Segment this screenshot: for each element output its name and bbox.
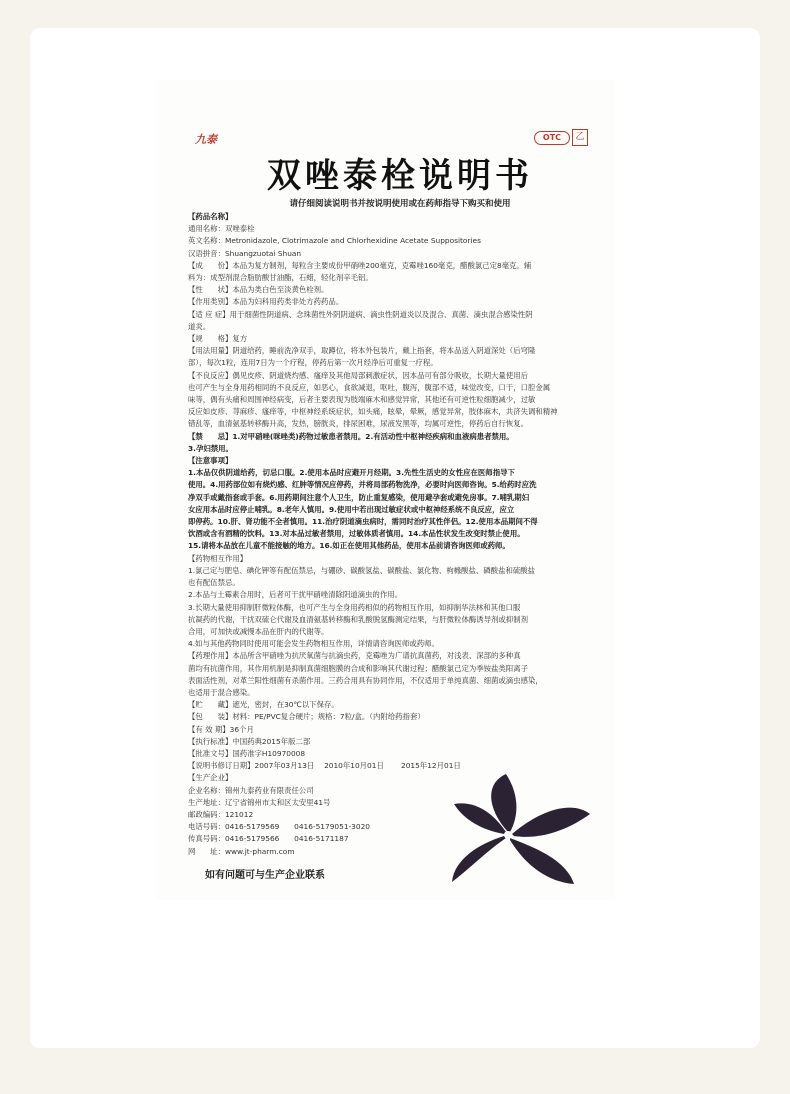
standard: 【执行标准】中国药典2015年版二部 <box>188 736 311 746</box>
otc-class-badge: 乙 <box>572 129 588 146</box>
interactions-line: 4.如与其他药物同时使用可能会发生药物相互作用，详情请咨询医师或药师。 <box>188 639 439 649</box>
interactions-line: 也有配伍禁忌。 <box>188 578 240 588</box>
indications-line: 【适 应 症】用于细菌性阴道病、念珠菌性外阴阴道病、滴虫性阴道炎以及混合、真菌、滴虫混合感染性阴 <box>188 309 533 319</box>
otc-badge: OTC <box>534 131 570 145</box>
manufacturer-phone: 电话号码：0416-5179569 0416-5179051-3020 <box>188 822 370 832</box>
pharmacology-line: 【药理作用】本品所含甲硝唑为抗厌氧菌与抗滴虫药，克霉唑为广谱抗真菌药，对浅表、深部的多种真 <box>188 651 521 661</box>
adverse-line: 错乱等，血清氨基转移酶升高，发热，膀胱炎，排尿困难，尿液发黑等，均属可逆性，停药后自行恢复。 <box>188 419 528 429</box>
interactions-line: 3.长期大量使用抑制肝微粒体酶，也可产生与全身用药相似的药物相互作用，如抑制华法林和其他口服 <box>188 602 521 612</box>
section-interactions: 【药物相互作用】 <box>188 553 248 563</box>
insert-subtitle: 请仔细阅读说明书并按说明使用或在药师指导下购买和使用 <box>289 199 511 209</box>
adverse-line: 【不良反应】偶见皮疹、阴道烧灼感、瘙痒及其他局部刺激症状，因本品可有部分吸收，长期大量使用后 <box>188 370 528 380</box>
revision-date-2: 2010年10月01日 <box>324 761 384 771</box>
contact-note: 如有问题可与生产企业联系 <box>205 870 325 881</box>
pinyin-name: 汉语拼音：Shuangzuotai Shuan <box>188 248 302 258</box>
manufacturer-website: 网 址：www.jt-pharm.com <box>188 846 295 856</box>
validity: 【有 效 期】36个月 <box>188 724 254 734</box>
specification: 【规 格】复方 <box>188 334 248 344</box>
pharmacology-line: 菌均有抗菌作用，其作用机制是抑制真菌细胞膜的合成和影响其代谢过程；醋酸氯己定为季铵盐类阳离子 <box>188 663 528 673</box>
precautions-line: 女应用本品时应停止哺乳。8.老年人慎用。9.使用中若出现过敏症状或中枢神经系统不良反应，应立 <box>188 504 515 514</box>
category: 【作用类别】本品为妇科用药类非处方药药品。 <box>188 297 344 307</box>
interactions-line: 合用，可加快或减慢本品在肝内的代谢等。 <box>188 626 329 636</box>
package: 【包 装】材料：PE/PVC复合硬片；规格：7粒/盒。（内附给药指套） <box>188 712 425 722</box>
adverse-line: 味等，偶有头痛和周围神经病变，后者主要表现为肢端麻木和感觉异常，其他还有可逆性粒细胞减少，过敏 <box>188 395 536 405</box>
pharmacology-line: 表面活性剂，对革兰阳性细菌有杀菌作用。三药合用具有协同作用，不仅适用于单纯真菌、细菌或滴虫感染， <box>188 675 543 685</box>
contraindications-line: 3.孕妇禁用。 <box>188 443 233 453</box>
section-drug-name: 【药品名称】 <box>188 212 233 221</box>
interactions-line: 抗凝药的代谢，干扰双硫仑代谢及血清氨基转移酶和乳酸脱氢酶测定结果，与肝微粒体酶诱导剂或抑制剂 <box>188 614 528 624</box>
indications-line: 道炎。 <box>188 321 211 331</box>
precautions-line: 15.请将本品放在儿童不能接触的地方。16.如正在使用其他药品，使用本品前请咨询医师或药师。 <box>188 541 510 551</box>
section-precautions: 【注意事项】 <box>188 456 233 466</box>
interactions-line: 1.氯己定与肥皂、碘化钾等有配伍禁忌，与硼砂、碳酸氢盐、碳酸盐、氯化物、枸橼酸盐、磷酸盐和硫酸盐 <box>188 565 536 575</box>
adverse-line: 反应如皮疹、荨麻疹、瘙痒等，中枢神经系统症状，如头痛，眩晕，晕厥，感觉异常，肢体麻木，共济失调和精神 <box>188 407 558 417</box>
manufacturer-address: 生产地址：辽宁省锦州市太和区太安里41号 <box>188 797 331 807</box>
english-name: 英文名称：Metronidazole, Clotrimazole and Chlorhexidine Acetate Suppositories <box>188 236 481 246</box>
usage-line: 【用法用量】阴道给药，睡前洗净双手，取蹲位，将本外包装片，戴上指套，将本品送入阴道深处（后穹隆 <box>188 346 536 356</box>
manufacturer-postcode: 邮政编码：121012 <box>188 809 254 819</box>
revision-date-3: 2015年12月01日 <box>401 761 461 771</box>
composition-line: 料为：成型剂混合脂肪酸甘油酯，石蜡，轻化剂辛毛铝。 <box>188 273 373 283</box>
properties: 【性 状】本品为类白色至淡黄色栓剂。 <box>188 285 329 295</box>
contraindications-line: 【禁 忌】1.对甲硝唑(咪唑类)药物过敏患者禁用。2.有活动性中枢神经疾病和血液病患者禁用。 <box>188 431 514 441</box>
composition-line: 【成 份】本品为复方制剂，每粒含主要成份甲硝唑200毫克，克霉唑160毫克，醋酸氯己定8毫克。辅 <box>188 260 532 270</box>
brand-logo: 九泰 <box>195 133 217 146</box>
precautions-line: 净双手或戴指套或手套。6.用药期间注意个人卫生，防止重复感染，使用避孕套或避免房事。7.哺乳期妇 <box>188 492 530 502</box>
adverse-line: 也可产生与全身用药相同的不良反应，如恶心，食欲减退，呕吐，腹泻，腹部不适，味觉改变，口干，口腔金属 <box>188 382 551 392</box>
flower-watermark-icon <box>448 770 598 890</box>
usage-line: 部），每次1粒，连用7日为一个疗程，停药后第一次月经净后可重复一疗程。 <box>188 358 438 368</box>
generic-name: 通用名称：双唑泰栓 <box>188 224 255 234</box>
section-manufacturer: 【生产企业】 <box>188 773 233 783</box>
insert-title: 双唑泰栓说明书 <box>267 156 533 196</box>
precautions-line: 使用。4.用药部位如有烧灼感、红肿等情况应停药，并将局部药物洗净，必要时向医师咨询。5.给药时应洗 <box>188 480 537 490</box>
revision-date-1: 【说明书修订日期】2007年03月13日 <box>188 761 315 771</box>
precautions-line: 饮酒或含有酒精的饮料。13.对本品过敏者禁用，过敏体质者慎用。14.本品性状发生改变时禁止使用。 <box>188 529 525 539</box>
precautions-line: 1.本品仅供阴道给药，切忌口服。2.使用本品时应避开月经期。3.先性生活史的女性应在医师指导下 <box>188 468 515 478</box>
manufacturer-fax: 传真号码：0416-5179566 0416-5171187 <box>188 834 349 844</box>
insert-body <box>188 211 592 858</box>
approval-number: 【批准文号】国药准字H10970008 <box>188 748 306 758</box>
precautions-line: 即停药。10.肝、肾功能不全者慎用。11.治疗阴道滴虫病时，需同时治疗其性伴侣。12.使用本品期间不得 <box>188 517 538 527</box>
interactions-line: 2.本品与土霉素合用时，后者可干扰甲硝唑清除阴道滴虫的作用。 <box>188 590 402 600</box>
manufacturer-name: 企业名称：锦州九泰药业有限责任公司 <box>188 785 314 795</box>
storage: 【贮 藏】遮光，密封，在30℃以下保存。 <box>188 700 339 710</box>
pharmacology-line: 也适用于混合感染。 <box>188 687 255 697</box>
